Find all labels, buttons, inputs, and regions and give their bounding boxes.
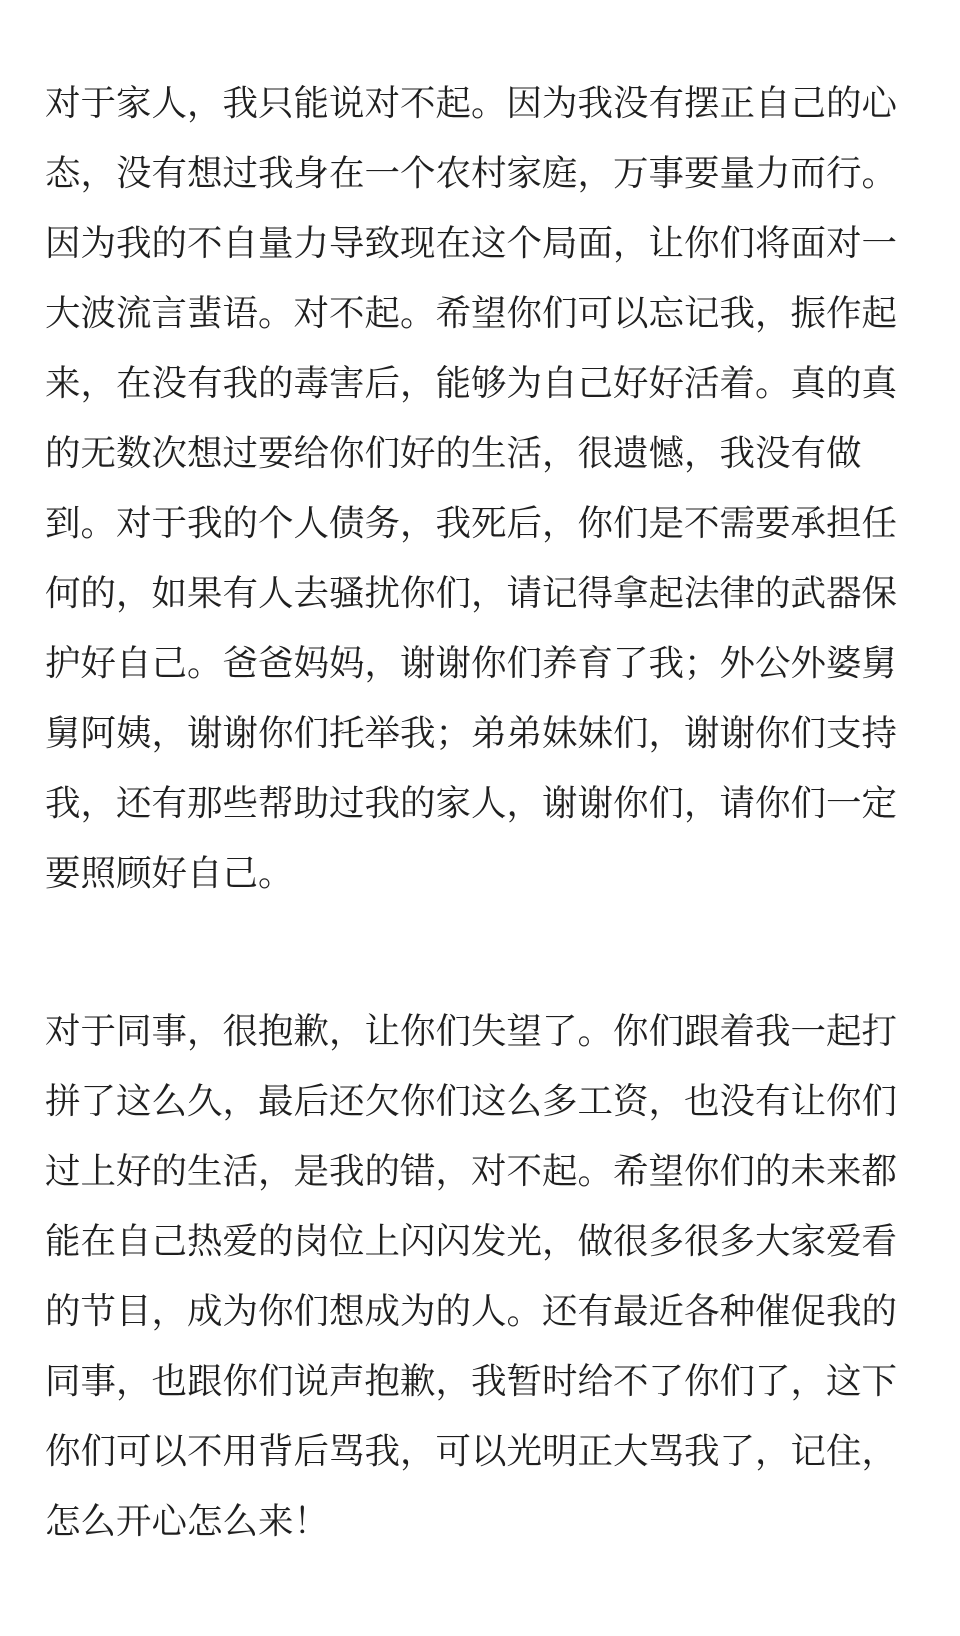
text-line: 舅阿姨，谢谢你们托举我；弟弟妹妹们，谢谢你们支持 <box>45 713 898 754</box>
text-line: 你们可以不用背后骂我，可以光明正大骂我了，记住， <box>45 1431 898 1472</box>
text-line: 因为我的不自量力导致现在这个局面，让你们将面对一 <box>45 223 898 264</box>
text-line: 大波流言蜚语。对不起。希望你们可以忘记我，振作起 <box>45 293 898 334</box>
text-line: 要照顾好自己。 <box>45 853 294 894</box>
text-line: 到。对于我的个人债务，我死后，你们是不需要承担任 <box>45 503 898 544</box>
text-line: 对于家人，我只能说对不起。因为我没有摆正自己的心 <box>45 83 898 124</box>
text-line: 过上好的生活，是我的错，对不起。希望你们的未来都 <box>45 1151 898 1192</box>
text-line: 何的，如果有人去骚扰你们，请记得拿起法律的武器保 <box>45 573 898 614</box>
text-line: 能在自己热爱的岗位上闪闪发光，做很多很多大家爱看 <box>45 1221 898 1262</box>
text-line: 同事，也跟你们说声抱歉，我暂时给不了你们了，这下 <box>45 1361 898 1402</box>
text-line: 态，没有想过我身在一个农村家庭，万事要量力而行。 <box>45 153 898 194</box>
text-line: 拼了这么久，最后还欠你们这么多工资，也没有让你们 <box>45 1081 898 1122</box>
text-line: 我，还有那些帮助过我的家人，谢谢你们，请你们一定 <box>45 783 898 824</box>
text-line: 的节目，成为你们想成为的人。还有最近各种催促我的 <box>45 1291 898 1332</box>
text-line: 的无数次想过要给你们好的生活，很遗憾，我没有做 <box>45 433 862 474</box>
text-line: 护好自己。爸爸妈妈，谢谢你们养育了我；外公外婆舅 <box>45 643 898 684</box>
text-line: 来，在没有我的毒害后，能够为自己好好活着。真的真 <box>45 363 898 404</box>
text-line: 对于同事，很抱歉，让你们失望了。你们跟着我一起打 <box>45 1011 898 1052</box>
text-line: 怎么开心怎么来！ <box>45 1501 330 1542</box>
